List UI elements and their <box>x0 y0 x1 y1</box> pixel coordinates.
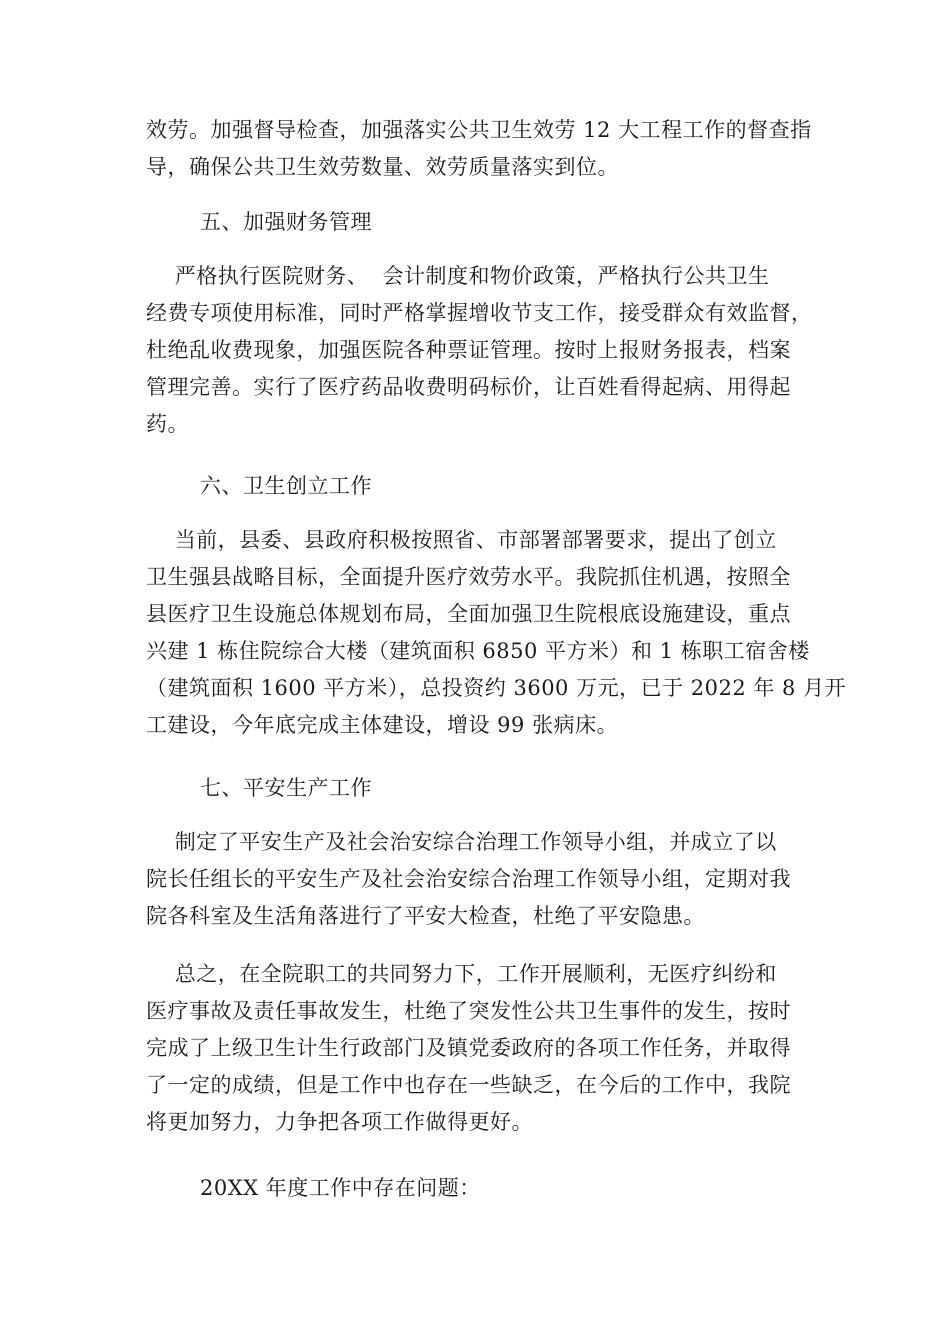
paragraph-safety <box>146 824 806 935</box>
paragraph-line: 院长任组长的平安生产及社会治安综合治理工作领导小组，定期对我 <box>146 867 791 891</box>
paragraph-line: （建筑面积 1600 平方米），总投资约 3600 万元，已于 2022 年 8 月开 <box>146 676 847 700</box>
paragraph-line: 经费专项使用标准，同时严格掌握增收节支工作，接受群众有效监督， <box>146 301 813 325</box>
paragraph-line: 效劳。加强督导检查，加强落实公共卫生效劳 12 大工程工作的督查指 <box>146 118 812 142</box>
paragraph-line: 总之，在全院职工的共同努力下，工作开展顺利，无医疗纠纷和 <box>146 962 777 986</box>
paragraph-line: 完成了上级卫生计生行政部门及镇党委政府的各项工作任务，并取得 <box>146 1036 791 1060</box>
paragraph-line: 工建设，今年底完成主体建设，增设 99 张病床。 <box>146 713 619 737</box>
paragraph-finance <box>146 258 813 443</box>
paragraph-line: 了一定的成绩，但是工作中也存在一些缺乏，在今后的工作中，我院 <box>146 1073 791 1097</box>
paragraph-line: 医疗事故及责任事故发生，杜绝了突发性公共卫生事件的发生，按时 <box>146 999 791 1023</box>
paragraph-hygiene <box>146 522 847 744</box>
paragraph-line: 兴建 1 栋住院综合大楼（建筑面积 6850 平方米）和 1 栋职工宿舍楼 <box>146 639 810 663</box>
section-heading-problems: 20XX 年度工作中存在问题： <box>200 1176 481 1200</box>
paragraph-line: 当前，县委、县政府积极按照省、市部署部署要求，提出了创立 <box>146 528 777 552</box>
section-heading-safety: 七、平安生产工作 <box>200 776 372 800</box>
paragraph-line: 杜绝乱收费现象，加强医院各种票证管理。按时上报财务报表，档案 <box>146 338 791 362</box>
paragraph-line: 导，确保公共卫生效劳数量、效劳质量落实到位。 <box>146 155 619 179</box>
paragraph-line: 院各科室及生活角落进行了平安大检查，杜绝了平安隐患。 <box>146 904 705 928</box>
paragraph-line: 严格执行医院财务、 会计制度和物价政策，严格执行公共卫生 <box>146 264 770 288</box>
paragraph-summary <box>146 956 806 1141</box>
section-heading-hygiene: 六、卫生创立工作 <box>200 474 372 498</box>
paragraph-line: 管理完善。实行了医疗药品收费明码标价，让百姓看得起病、用得起 <box>146 375 791 399</box>
section-heading-finance: 五、加强财务管理 <box>200 210 372 234</box>
paragraph-intro <box>146 112 812 186</box>
paragraph-line: 县医疗卫生设施总体规划布局，全面加强卫生院根底设施建设，重点 <box>146 602 791 626</box>
paragraph-line: 药。 <box>146 412 189 436</box>
paragraph-line: 将更加努力，力争把各项工作做得更好。 <box>146 1110 533 1134</box>
paragraph-line: 制定了平安生产及社会治安综合治理工作领导小组，并成立了以 <box>146 830 777 854</box>
paragraph-line: 卫生强县战略目标，全面提升医疗效劳水平。我院抓住机遇，按照全 <box>146 565 791 589</box>
